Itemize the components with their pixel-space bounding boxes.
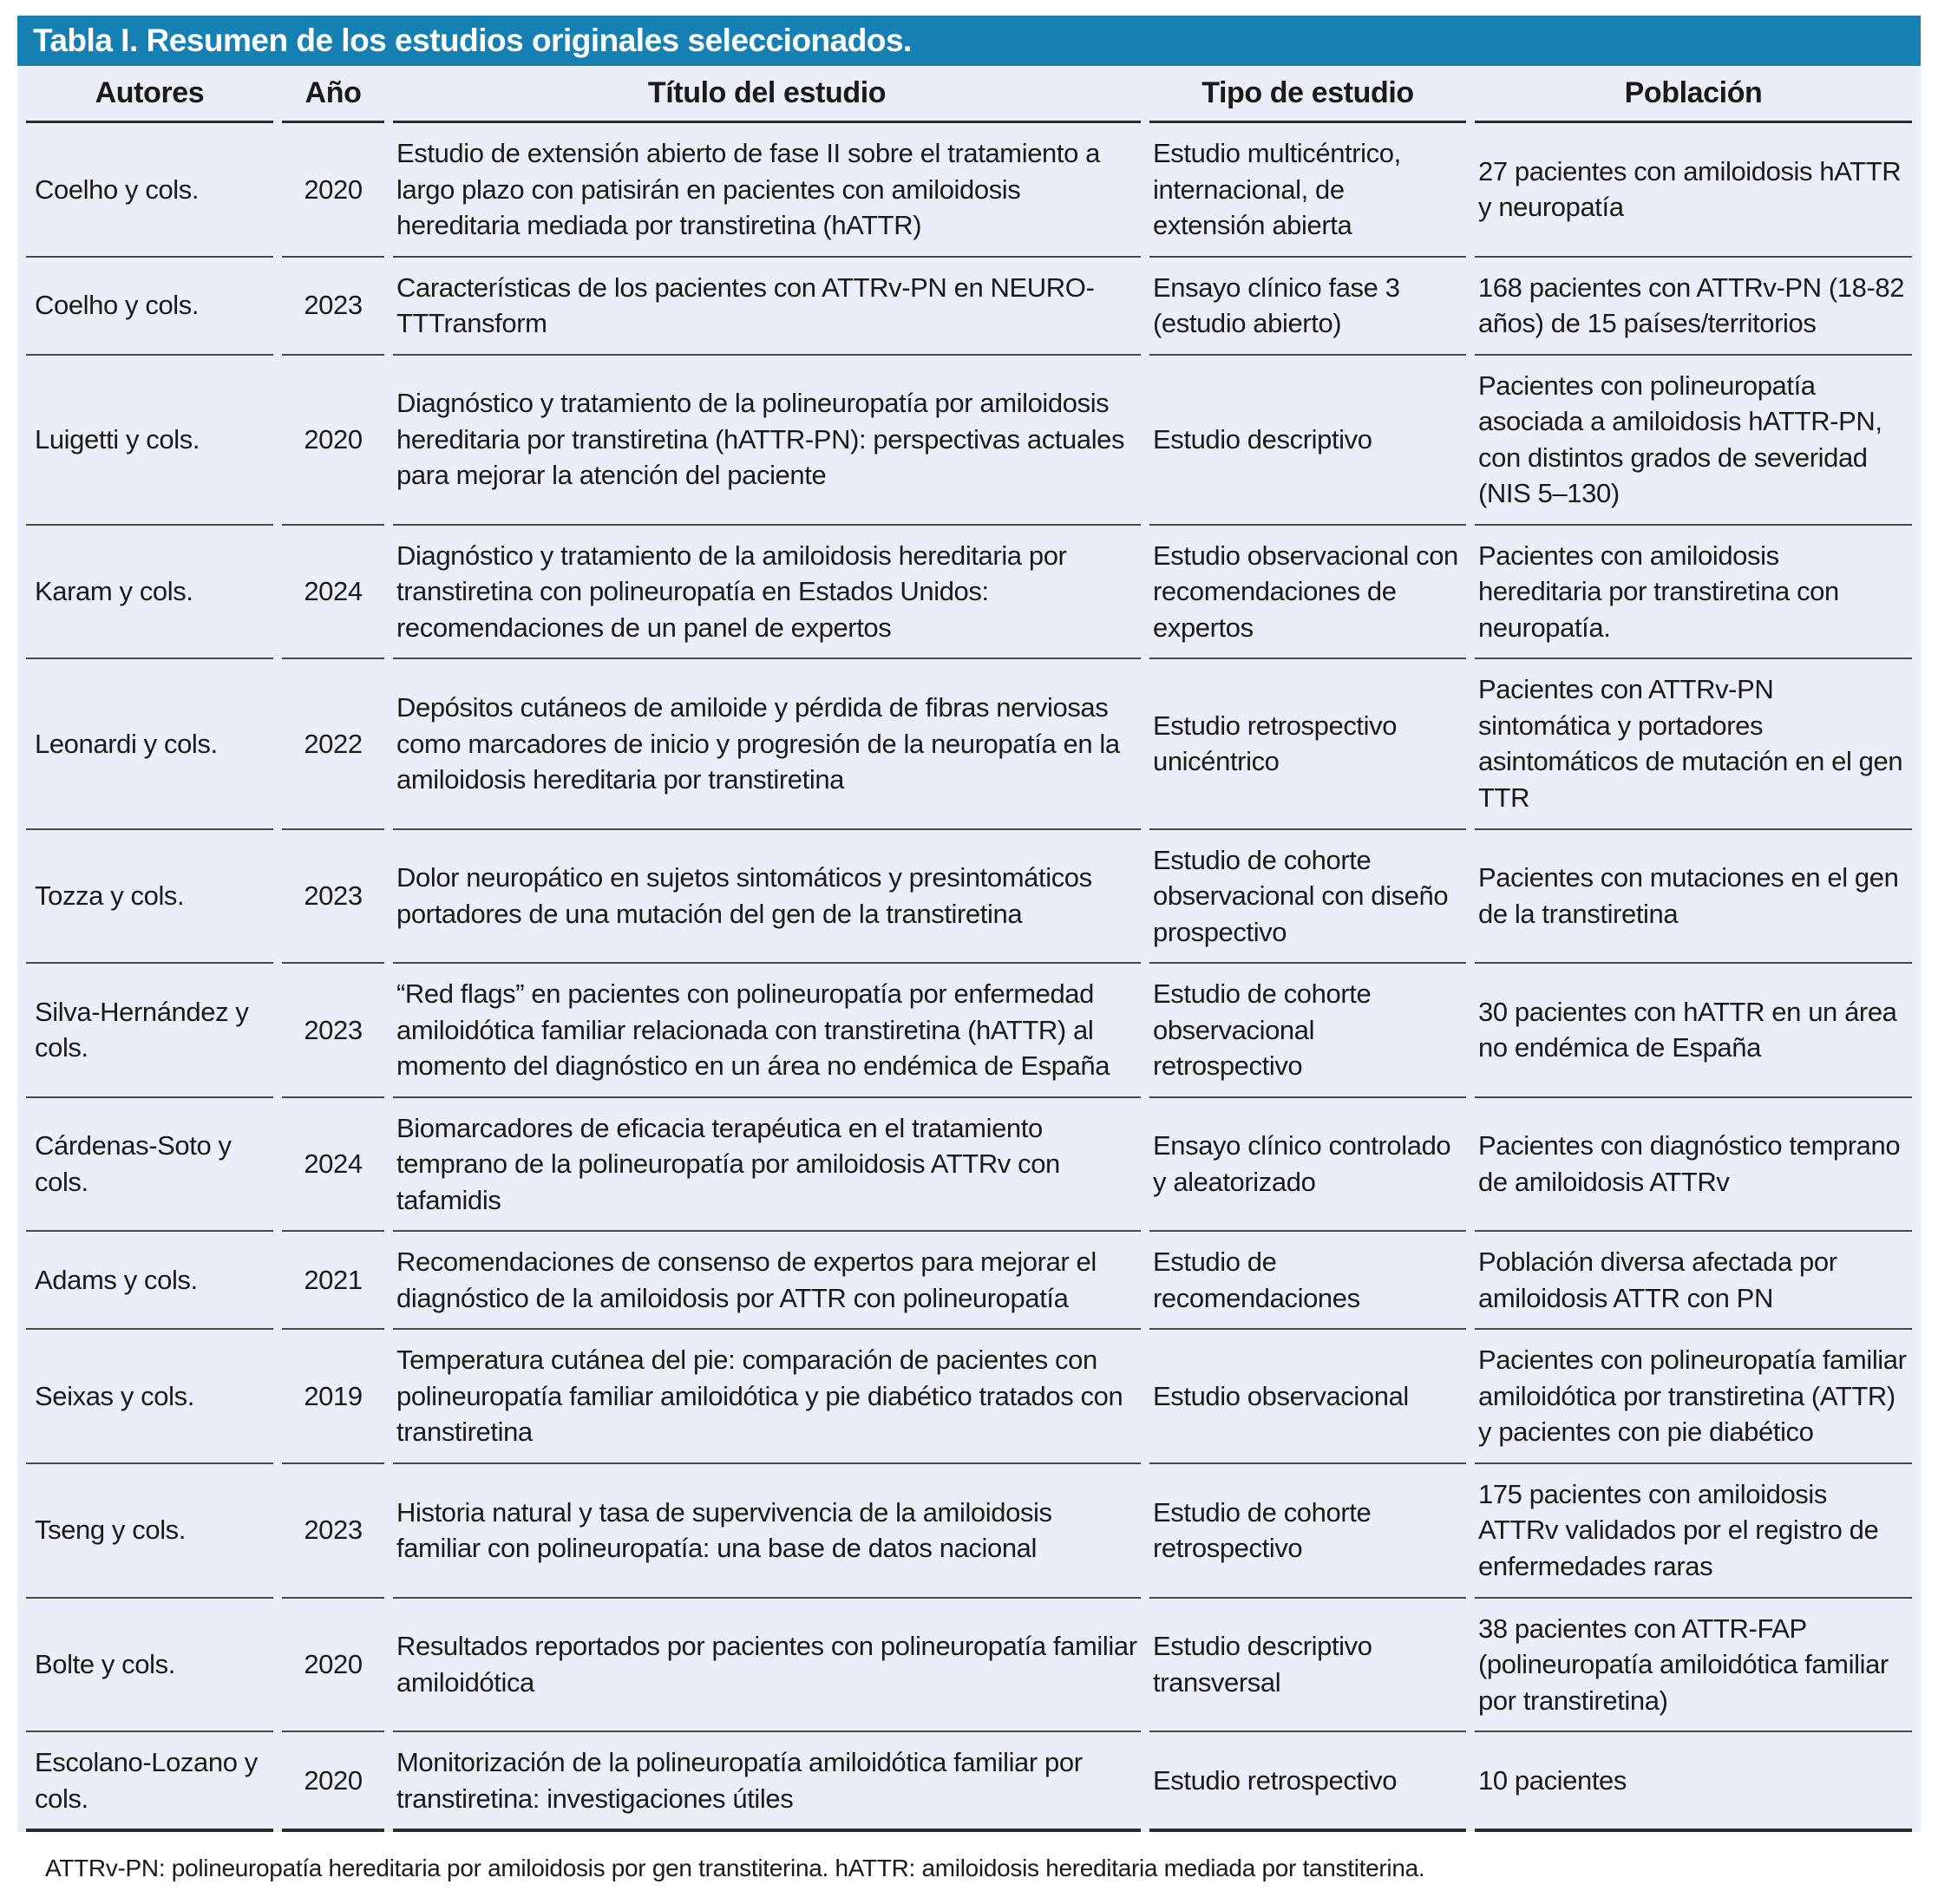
cell-poblacion: Pacientes con amiloidosis hereditaria por transtiretina con neuropatía. (1475, 526, 1912, 660)
cell-anio: 2023 (282, 964, 384, 1098)
cell-poblacion: 30 pacientes con hATTR en un área no endémica de España (1475, 964, 1912, 1098)
cell-autores: Adams y cols. (26, 1232, 273, 1330)
cell-poblacion: 175 pacientes con amiloidosis ATTRv validados por el registro de enfermedades raras (1475, 1464, 1912, 1599)
cell-poblacion: Pacientes con mutaciones en el gen de la transtiretina (1475, 830, 1912, 965)
cell-anio: 2024 (282, 1098, 384, 1233)
table-row (26, 123, 1912, 258)
cell-titulo: Depósitos cutáneos de amiloide y pérdida de fibras nerviosas como marcadores de inicio y progresión de la neuropatía en la amiloidosis hereditaria por transtiretina (393, 659, 1141, 829)
table-title: Tabla I. Resumen de los estudios originales seleccionados. (33, 23, 912, 58)
table-header (26, 66, 1912, 123)
cell-titulo: “Red flags” en pacientes con polineuropatía por enfermedad amiloidótica familiar relacionada con transtiretina (hATTR) al momento del diagnóstico en un área no endémica de España (393, 964, 1141, 1098)
footnote: ATTRv-PN: polineuropatía hereditaria por amiloidosis por gen transtiterina. hATTR: amiloidosis hereditaria mediada por tanstiterina. (45, 1855, 1425, 1882)
cell-tipo: Estudio observacional (1149, 1330, 1466, 1464)
column-header-anio: Año (282, 66, 384, 123)
cell-poblacion: 38 pacientes con ATTR-FAP (polineuropatía amiloidótica familiar por transtiretina) (1475, 1599, 1912, 1733)
cell-titulo: Biomarcadores de eficacia terapéutica en el tratamiento temprano de la polineuropatía por amiloidosis ATTRv con tafamidis (393, 1098, 1141, 1233)
cell-anio: 2019 (282, 1330, 384, 1464)
cell-titulo: Estudio de extensión abierto de fase II sobre el tratamiento a largo plazo con patisirán en pacientes con amiloidosis hereditaria mediada por transtiretina (hATTR) (393, 123, 1141, 258)
cell-titulo: Recomendaciones de consenso de expertos para mejorar el diagnóstico de la amiloidosis por ATTR con polineuropatía (393, 1232, 1141, 1330)
cell-anio: 2023 (282, 830, 384, 965)
cell-tipo: Estudio retrospectivo unicéntrico (1149, 659, 1466, 829)
cell-autores: Luigetti y cols. (26, 356, 273, 526)
cell-tipo: Ensayo clínico controlado y aleatorizado (1149, 1098, 1466, 1233)
cell-poblacion: 168 pacientes con ATTRv-PN (18-82 años) de 15 países/territorios (1475, 258, 1912, 356)
cell-anio: 2020 (282, 123, 384, 258)
cell-anio: 2020 (282, 1732, 384, 1832)
cell-autores: Silva-Hernández y cols. (26, 964, 273, 1098)
cell-anio: 2024 (282, 526, 384, 660)
header-row (26, 66, 1912, 123)
table-title-bar (17, 16, 1921, 66)
cell-tipo: Estudio descriptivo (1149, 356, 1466, 526)
cell-tipo: Estudio descriptivo transversal (1149, 1599, 1466, 1733)
table-row (26, 526, 1912, 660)
cell-titulo: Diagnóstico y tratamiento de la amiloidosis hereditaria por transtiretina con polineuropatía en Estados Unidos: recomendaciones de un panel de expertos (393, 526, 1141, 660)
table-row (26, 1464, 1912, 1599)
table-row (26, 1098, 1912, 1233)
cell-titulo: Características de los pacientes con ATTRv-PN en NEURO-TTTransform (393, 258, 1141, 356)
cell-autores: Escolano-Lozano y cols. (26, 1732, 273, 1832)
cell-tipo: Estudio de cohorte retrospectivo (1149, 1464, 1466, 1599)
cell-titulo: Monitorización de la polineuropatía amiloidótica familiar por transtiretina: investigaciones útiles (393, 1732, 1141, 1832)
cell-tipo: Estudio de cohorte observacional retrospectivo (1149, 964, 1466, 1098)
table-row (26, 356, 1912, 526)
cell-autores: Coelho y cols. (26, 258, 273, 356)
cell-poblacion: 27 pacientes con amiloidosis hATTR y neuropatía (1475, 123, 1912, 258)
table-row (26, 1330, 1912, 1464)
cell-anio: 2022 (282, 659, 384, 829)
table-row (26, 1732, 1912, 1832)
cell-titulo: Historia natural y tasa de supervivencia de la amiloidosis familiar con polineuropatía: una base de datos nacional (393, 1464, 1141, 1599)
cell-autores: Coelho y cols. (26, 123, 273, 258)
cell-poblacion: Pacientes con ATTRv-PN sintomática y portadores asintomáticos de mutación en el gen TTR (1475, 659, 1912, 829)
cell-autores: Karam y cols. (26, 526, 273, 660)
table-row (26, 659, 1912, 829)
column-header-autores: Autores (26, 66, 273, 123)
cell-poblacion: Población diversa afectada por amiloidosis ATTR con PN (1475, 1232, 1912, 1330)
cell-anio: 2023 (282, 258, 384, 356)
cell-poblacion: Pacientes con diagnóstico temprano de amiloidosis ATTRv (1475, 1098, 1912, 1233)
cell-titulo: Dolor neuropático en sujetos sintomáticos y presintomáticos portadores de una mutación del gen de la transtiretina (393, 830, 1141, 965)
column-header-titulo: Título del estudio (393, 66, 1141, 123)
cell-poblacion: 10 pacientes (1475, 1732, 1912, 1832)
table-row (26, 830, 1912, 965)
cell-tipo: Estudio observacional con recomendaciones de expertos (1149, 526, 1466, 660)
cell-autores: Seixas y cols. (26, 1330, 273, 1464)
cell-autores: Tseng y cols. (26, 1464, 273, 1599)
cell-tipo: Estudio multicéntrico, internacional, de extensión abierta (1149, 123, 1466, 258)
cell-poblacion: Pacientes con polineuropatía asociada a amiloidosis hATTR-PN, con distintos grados de severidad (NIS 5–130) (1475, 356, 1912, 526)
cell-autores: Cárdenas-Soto y cols. (26, 1098, 273, 1233)
cell-tipo: Estudio de cohorte observacional con diseño prospectivo (1149, 830, 1466, 965)
cell-poblacion: Pacientes con polineuropatía familiar amiloidótica por transtiretina (ATTR) y pacientes con pie diabético (1475, 1330, 1912, 1464)
table-body (26, 123, 1912, 1832)
table-row (26, 1232, 1912, 1330)
cell-titulo: Diagnóstico y tratamiento de la polineuropatía por amiloidosis hereditaria por transtiretina (hATTR-PN): perspectivas actuales para mejorar la atención del paciente (393, 356, 1141, 526)
cell-titulo: Temperatura cutánea del pie: comparación de pacientes con polineuropatía familiar amiloidótica y pie diabético tratados con transtiretina (393, 1330, 1141, 1464)
cell-autores: Tozza y cols. (26, 830, 273, 965)
column-header-poblacion: Población (1475, 66, 1912, 123)
cell-tipo: Estudio de recomendaciones (1149, 1232, 1466, 1330)
studies-table (17, 66, 1921, 1832)
table-row (26, 258, 1912, 356)
cell-anio: 2020 (282, 356, 384, 526)
cell-tipo: Ensayo clínico fase 3 (estudio abierto) (1149, 258, 1466, 356)
column-header-tipo: Tipo de estudio (1149, 66, 1466, 123)
cell-anio: 2023 (282, 1464, 384, 1599)
cell-autores: Leonardi y cols. (26, 659, 273, 829)
table-row (26, 1599, 1912, 1733)
cell-titulo: Resultados reportados por pacientes con polineuropatía familiar amiloidótica (393, 1599, 1141, 1733)
cell-autores: Bolte y cols. (26, 1599, 273, 1733)
table-row (26, 964, 1912, 1098)
cell-anio: 2021 (282, 1232, 384, 1330)
cell-tipo: Estudio retrospectivo (1149, 1732, 1466, 1832)
cell-anio: 2020 (282, 1599, 384, 1733)
